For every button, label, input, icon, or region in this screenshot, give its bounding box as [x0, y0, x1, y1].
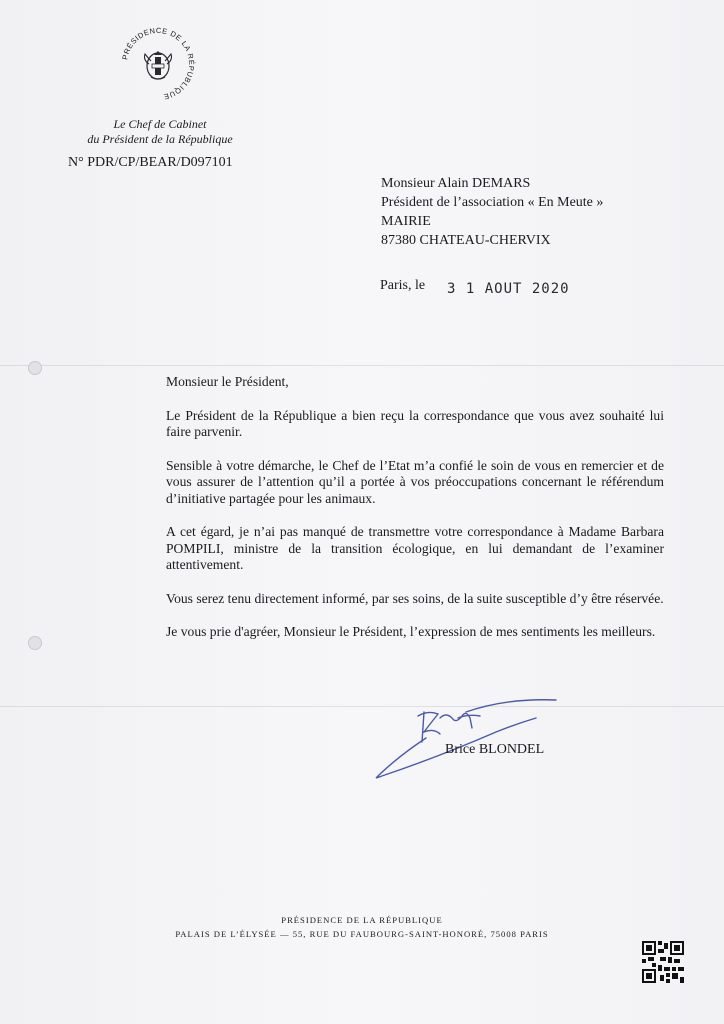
paragraph-1: Le Président de la République a bien reçu la correspondance que vous avez souhaité lui faire parvenir.: [166, 407, 664, 439]
paragraph-2: Sensible à votre démarche, le Chef de l’Etat m’a confié le soin de vous en remercier et de vous assurer de l’attention qu’il a portée à vos préoccupations concernant le référendum d’initiative partagée pour les animaux.: [166, 457, 664, 506]
paragraph-3: A cet égard, je n’ai pas manqué de transmettre votre correspondance à Madame Barbara POMPILI, ministre de la transition écologique, en lui demandant de l’examiner attentivement.: [166, 524, 664, 572]
fold-line: [0, 706, 724, 707]
letter-body: [166, 374, 664, 658]
recipient-address: [381, 174, 603, 250]
fold-line: [0, 365, 724, 366]
recipient-org: MAIRIE: [381, 214, 431, 229]
presidential-seal-icon: [118, 24, 198, 104]
date-place: Paris, le: [380, 278, 426, 293]
punch-hole: [28, 361, 42, 375]
salutation: Monsieur le Président,: [166, 374, 289, 389]
recipient-role: Président de l’association « En Meute »: [381, 195, 604, 210]
issuer-title: Le Chef de Cabinet: [113, 117, 207, 131]
issuer-block: [70, 117, 250, 147]
signer-name: Brice BLONDEL: [445, 742, 545, 757]
date-stamp: 3 1 AOUT 2020: [447, 281, 570, 297]
punch-hole: [28, 636, 42, 650]
issuer-subtitle: du Président de la République: [87, 132, 233, 146]
qr-code-icon: [642, 941, 684, 983]
reference-number: N° PDR/CP/BEAR/D097101: [68, 155, 233, 170]
svg-text:PRÉSIDENCE DE LA RÉPUBLIQUE: PRÉSIDENCE DE LA RÉPUBLIQUE: [120, 25, 197, 102]
footer-institution: PRÉSIDENCE DE LA RÉPUBLIQUE: [281, 915, 443, 925]
recipient-name: Monsieur Alain DEMARS: [381, 176, 531, 191]
recipient-city: 87380 CHATEAU-CHERVIX: [381, 233, 551, 248]
footer-address: PALAIS DE L’ÉLYSÉE — 55, RUE DU FAUBOURG-SAINT-HONORÉ, 75008 PARIS: [175, 929, 549, 939]
paragraph-5: Je vous prie d'agréer, Monsieur le Président, l’expression de mes sentiments les meilleurs.: [166, 624, 656, 639]
paragraph-4: Vous serez tenu directement informé, par ses soins, de la suite susceptible d’y être réservée.: [166, 590, 664, 606]
